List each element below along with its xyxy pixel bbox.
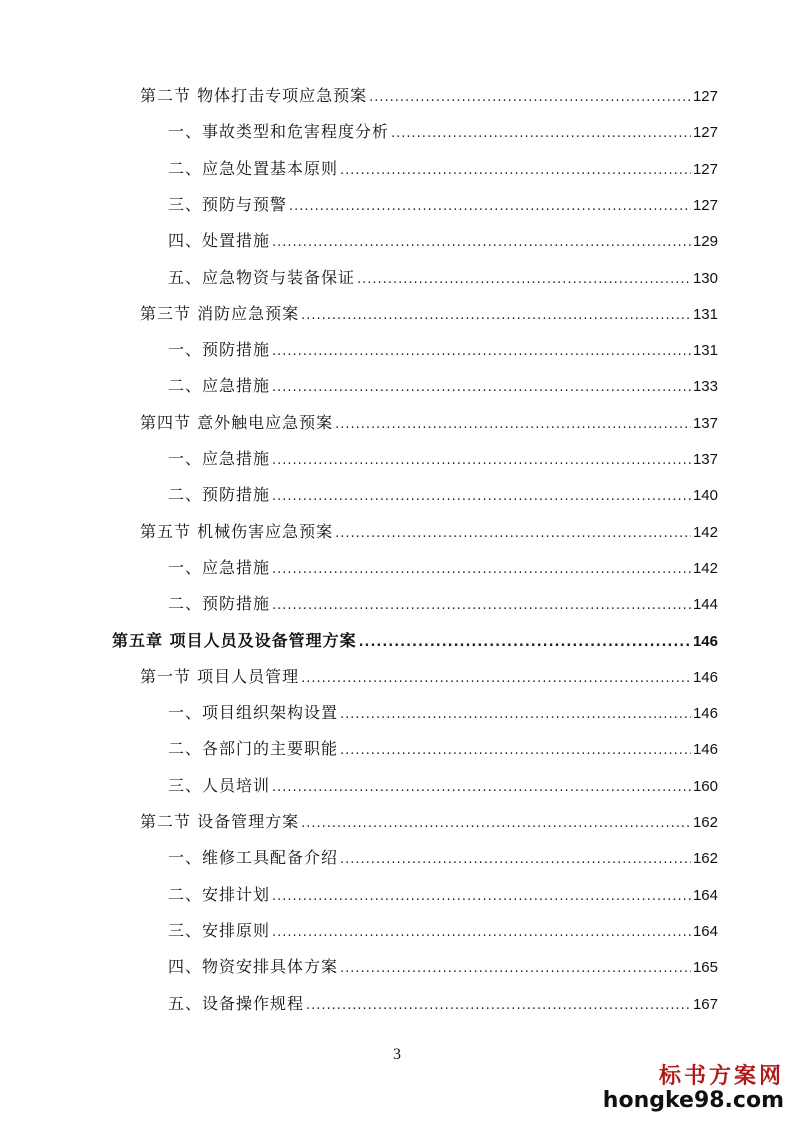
toc-dot-leader [340,703,691,727]
toc-dot-leader [272,558,691,582]
toc-dot-leader [289,195,691,219]
toc-entry-title: 三、预防与预警 [168,194,288,214]
toc-dot-leader [340,848,691,872]
toc-subsection-entry[interactable] [168,338,718,362]
toc-entry-title: 三、安排原则 [168,920,271,940]
toc-entry-title: 二、应急措施 [168,376,271,396]
toc-dot-leader [272,376,691,400]
toc-entry-page: 127 [692,88,718,105]
toc-section-entry[interactable] [140,302,718,326]
toc-subsection-entry[interactable] [168,229,718,253]
toc-entry-title: 三、人员培训 [168,775,271,795]
toc-subsection-entry[interactable] [168,774,718,798]
toc-entry-title: 二、安排计划 [168,884,271,904]
toc-subsection-entry[interactable] [168,556,718,580]
watermark-logo [603,1064,784,1114]
toc-entry-page: 144 [692,596,718,614]
watermark-site-name: 标书方案网 [658,1063,784,1089]
toc-subsection-entry[interactable] [168,266,718,290]
toc-dot-leader [335,522,691,546]
toc-dot-leader [359,631,691,655]
toc-entry-title: 二、各部门的主要职能 [168,739,339,759]
toc-dot-leader [272,921,691,945]
toc-entry-page: 146 [692,668,718,686]
toc-dot-leader [272,776,691,800]
toc-entry-title: 第二节 物体打击专项应急预案 [140,86,368,105]
toc-subsection-entry[interactable] [168,737,718,761]
toc-subsection-entry[interactable] [168,701,718,725]
toc-dot-leader [357,268,691,292]
toc-entry-page: 137 [692,414,718,432]
toc-dot-leader [272,340,691,364]
toc-subsection-entry[interactable] [168,447,718,471]
toc-dot-leader [340,957,691,981]
toc-dot-leader [335,413,691,437]
toc-subsection-entry[interactable] [168,120,718,144]
toc-entry-page: 130 [692,269,718,287]
toc-entry-title: 五、设备操作规程 [168,993,305,1013]
toc-entry-page: 167 [692,995,718,1013]
toc-entry-page: 142 [692,559,718,577]
toc-entry-title: 第一节 项目人员管理 [140,666,300,686]
toc-dot-leader [272,594,691,618]
toc-subsection-entry[interactable] [168,157,718,181]
toc-entry-page: 146 [692,632,718,650]
toc-dot-leader [340,739,691,763]
toc-subsection-entry[interactable] [168,992,718,1016]
toc-entry-page: 127 [692,124,718,142]
toc-entry-title: 第五章 项目人员及设备管理方案 [112,630,357,650]
toc-entry-page: 162 [692,814,718,831]
toc-dot-leader [369,86,691,110]
page-number: 3 [393,1046,401,1063]
toc-entry-title: 五、应急物资与装备保证 [168,267,356,287]
toc-subsection-entry[interactable] [168,955,718,979]
toc-dot-leader [272,449,691,473]
watermark-url: hongke98.com [602,1088,784,1113]
toc-entry-page: 146 [692,741,718,759]
toc-entry-page: 131 [692,342,718,360]
toc-section-entry[interactable] [140,84,718,108]
toc-section-entry[interactable] [140,520,718,544]
toc-entry-title: 第四节 意外触电应急预案 [140,412,334,432]
toc-dot-leader [340,159,691,183]
toc-entry-title: 第五节 机械伤害应急预案 [140,521,334,541]
toc-entry-page: 133 [692,378,718,396]
toc-entry-page: 127 [692,196,718,214]
toc-dot-leader [272,231,691,255]
toc-entry-title: 一、应急措施 [168,449,271,468]
toc-entry-page: 140 [692,487,718,505]
toc-entry-page: 131 [692,305,718,323]
toc-entry-title: 四、处置措施 [168,231,271,251]
toc-dot-leader [272,485,691,509]
toc-entry-page: 146 [692,705,718,723]
toc-subsection-entry[interactable] [168,193,718,217]
toc-entry-page: 164 [692,886,718,904]
toc-entry-title: 一、维修工具配备介绍 [168,848,339,868]
toc-subsection-entry[interactable] [168,883,718,907]
toc-entry-page: 164 [692,922,718,940]
toc-subsection-entry[interactable] [168,374,718,398]
toc-entry-page: 142 [692,523,718,541]
toc-entry-title: 一、预防措施 [168,340,271,360]
toc-entry-title: 第三节 消防应急预案 [140,303,300,323]
toc-dot-leader [301,304,691,328]
toc-entry-page: 137 [692,451,718,468]
toc-entry-title: 二、预防措施 [168,485,271,505]
toc-section-entry[interactable] [140,810,718,834]
toc-entry-page: 160 [692,777,718,795]
toc-entry-title: 一、应急措施 [168,557,271,577]
toc-subsection-entry[interactable] [168,483,718,507]
toc-dot-leader [301,812,691,836]
toc-entry-page: 162 [692,850,718,868]
toc-entry-page: 165 [692,959,718,977]
toc-entry-page: 127 [692,160,718,178]
toc-entry-title: 一、事故类型和危害程度分析 [168,122,390,142]
toc-dot-leader [391,122,691,146]
toc-subsection-entry[interactable] [168,919,718,943]
toc-dot-leader [306,994,691,1018]
toc-chapter-entry[interactable] [112,629,718,653]
toc-entry-title: 二、应急处置基本原则 [168,158,339,178]
toc-entry-title: 四、物资安排具体方案 [168,957,339,977]
toc-section-entry[interactable] [140,665,718,689]
toc-entry-page: 129 [692,233,718,251]
toc-entry-title: 二、预防措施 [168,594,271,614]
toc-section-entry[interactable] [140,411,718,435]
toc-dot-leader [272,885,691,909]
toc-dot-leader [301,667,691,691]
toc-entry-title: 第二节 设备管理方案 [140,812,300,831]
toc-subsection-entry[interactable] [168,846,718,870]
toc-subsection-entry[interactable] [168,592,718,616]
toc-entry-title: 一、项目组织架构设置 [168,703,339,723]
